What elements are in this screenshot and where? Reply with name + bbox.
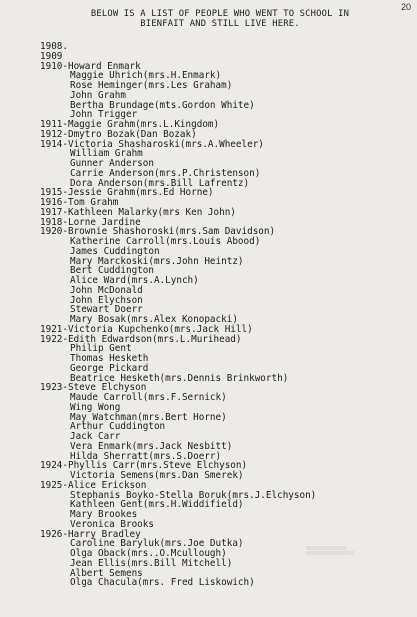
list-item: 1924-Phyllis Carr(mrs.Steve Elchyson) xyxy=(40,460,248,472)
list-item: Rose Heminger(mrs.Les Graham) xyxy=(70,80,233,91)
list-item: 1920-Brownie Shashoroski(mrs.Sam Davidson) xyxy=(40,226,276,238)
list-item: Jack Carr xyxy=(70,431,121,442)
list-item: John Grahm xyxy=(70,89,126,101)
list-item: James Cuddington xyxy=(70,245,160,257)
list-item: 1909 xyxy=(40,50,63,62)
list-item: Carrie Anderson(mrs.P.Christenson) xyxy=(70,167,261,179)
page-number: 20 xyxy=(400,2,411,12)
document-header xyxy=(40,9,400,29)
list-item: Albert Semens xyxy=(70,567,143,579)
list-item: Mary Marckoski(mrs.John Heintz) xyxy=(70,255,244,267)
list-item: 1915-Jessie Grahm(mrs.Ed Horne) xyxy=(40,187,214,199)
list-item: 1926-Harry Bradley xyxy=(40,528,141,540)
list-item: Stephanis Boyko-Stella Boruk(mrs.J.Elchyson) xyxy=(70,489,317,501)
list-item: Bertha Brundage(mts.Gordon White) xyxy=(70,99,255,111)
list-item: 1908. xyxy=(40,41,68,52)
list-item: Thomas Hesketh xyxy=(70,353,149,364)
list-item: Kathleen Gent(mrs.H.Widdifield) xyxy=(70,499,244,511)
student-list xyxy=(40,42,410,588)
list-item: John Elychson xyxy=(70,294,143,306)
list-item: 1918-Lorne Jardine xyxy=(40,216,141,228)
list-item: Olga Oback(mrs..O.Mcullough) xyxy=(70,548,227,559)
watermark-text: ▒▒▒▒▒▒▒▒▒▒▒▒▒▒▒▒ ▒▒▒▒▒▒▒▒▒▒▒▒▒▒▒▒▒▒▒ xyxy=(306,546,355,555)
list-item: Caroline Baryluk(mrs.Joe Dutka) xyxy=(70,538,244,550)
header-line-2: BIENFAIT AND STILL LIVE HERE. xyxy=(140,19,300,29)
list-item: Victoria Semens(mrs.Dan Smerek) xyxy=(70,470,244,481)
list-item: John Trigger xyxy=(70,109,138,121)
list-item: John McDonald xyxy=(70,284,143,296)
list-item: 1914-Victoria Shasharoski(mrs.A.Wheeler) xyxy=(40,138,264,150)
list-item: Bert Cuddington xyxy=(70,265,154,277)
list-item: 1925-Alice Erickson xyxy=(40,479,147,491)
list-item: 1923-Steve Elchyson xyxy=(40,382,147,394)
list-item: Dora Anderson(mrs.Bill Lafrentz) xyxy=(70,177,250,189)
list-item: Maude Carroll(mrs.F.Sernick) xyxy=(70,392,227,403)
list-item: Alice Ward(mrs.A.Lynch) xyxy=(70,275,199,286)
list-item: 1917-Kathleen Malarky(mrs Ken John) xyxy=(40,206,236,218)
list-item: Philip Gent xyxy=(70,343,132,355)
list-item: 1921-Victoria Kupchenko(mrs.Jack Hill) xyxy=(40,323,253,335)
list-item: 1922-Edith Edwardson(mrs.L.Murihead) xyxy=(40,333,242,345)
list-item: George Pickard xyxy=(70,362,149,374)
list-item: Jean Ellis(mrs.Bill Mitchell) xyxy=(70,557,233,569)
list-item: Beatrice Hesketh(mrs.Dennis Brinkworth) xyxy=(70,372,289,384)
list-item: Wing Wong xyxy=(70,401,121,413)
list-item: Mary Brookes xyxy=(70,509,138,520)
list-item: Arthur Cuddington xyxy=(70,421,166,433)
list-item: 1911-Maggie Grahm(mrs.L.Kingdom) xyxy=(40,119,220,130)
list-item: May Watchman(mrs.Bert Horne) xyxy=(70,411,227,423)
list-item: 1910-Howard Enmark xyxy=(40,60,141,72)
list-item: Olga Chacula(mrs. Fred Liskowich) xyxy=(70,577,255,589)
list-item: William Grahm xyxy=(70,148,143,160)
list-item: Mary Bosak(mrs.Alex Konopacki) xyxy=(70,314,238,325)
header-line-1: BELOW IS A LIST OF PEOPLE WHO WENT TO SCHOOL IN xyxy=(90,9,350,19)
list-item: Stewart Doerr xyxy=(70,304,143,316)
list-item: 1912-Dmytro Bozak(Dan Bozak) xyxy=(40,128,197,140)
list-item: Katherine Carroll(mrs.Louis Abood) xyxy=(70,236,261,247)
list-item: 1916-Tom Grahm xyxy=(40,197,119,208)
list-item: Hilda Sherratt(mrs.S.Doerr) xyxy=(70,450,222,462)
list-item: Veronica Brooks xyxy=(70,518,154,530)
list-item: Vera Enmark(mrs.Jack Nesbitt) xyxy=(70,440,233,452)
list-item: Gunner Anderson xyxy=(70,158,154,169)
list-item: Maggie Uhrich(mrs.H.Enmark) xyxy=(70,70,222,82)
